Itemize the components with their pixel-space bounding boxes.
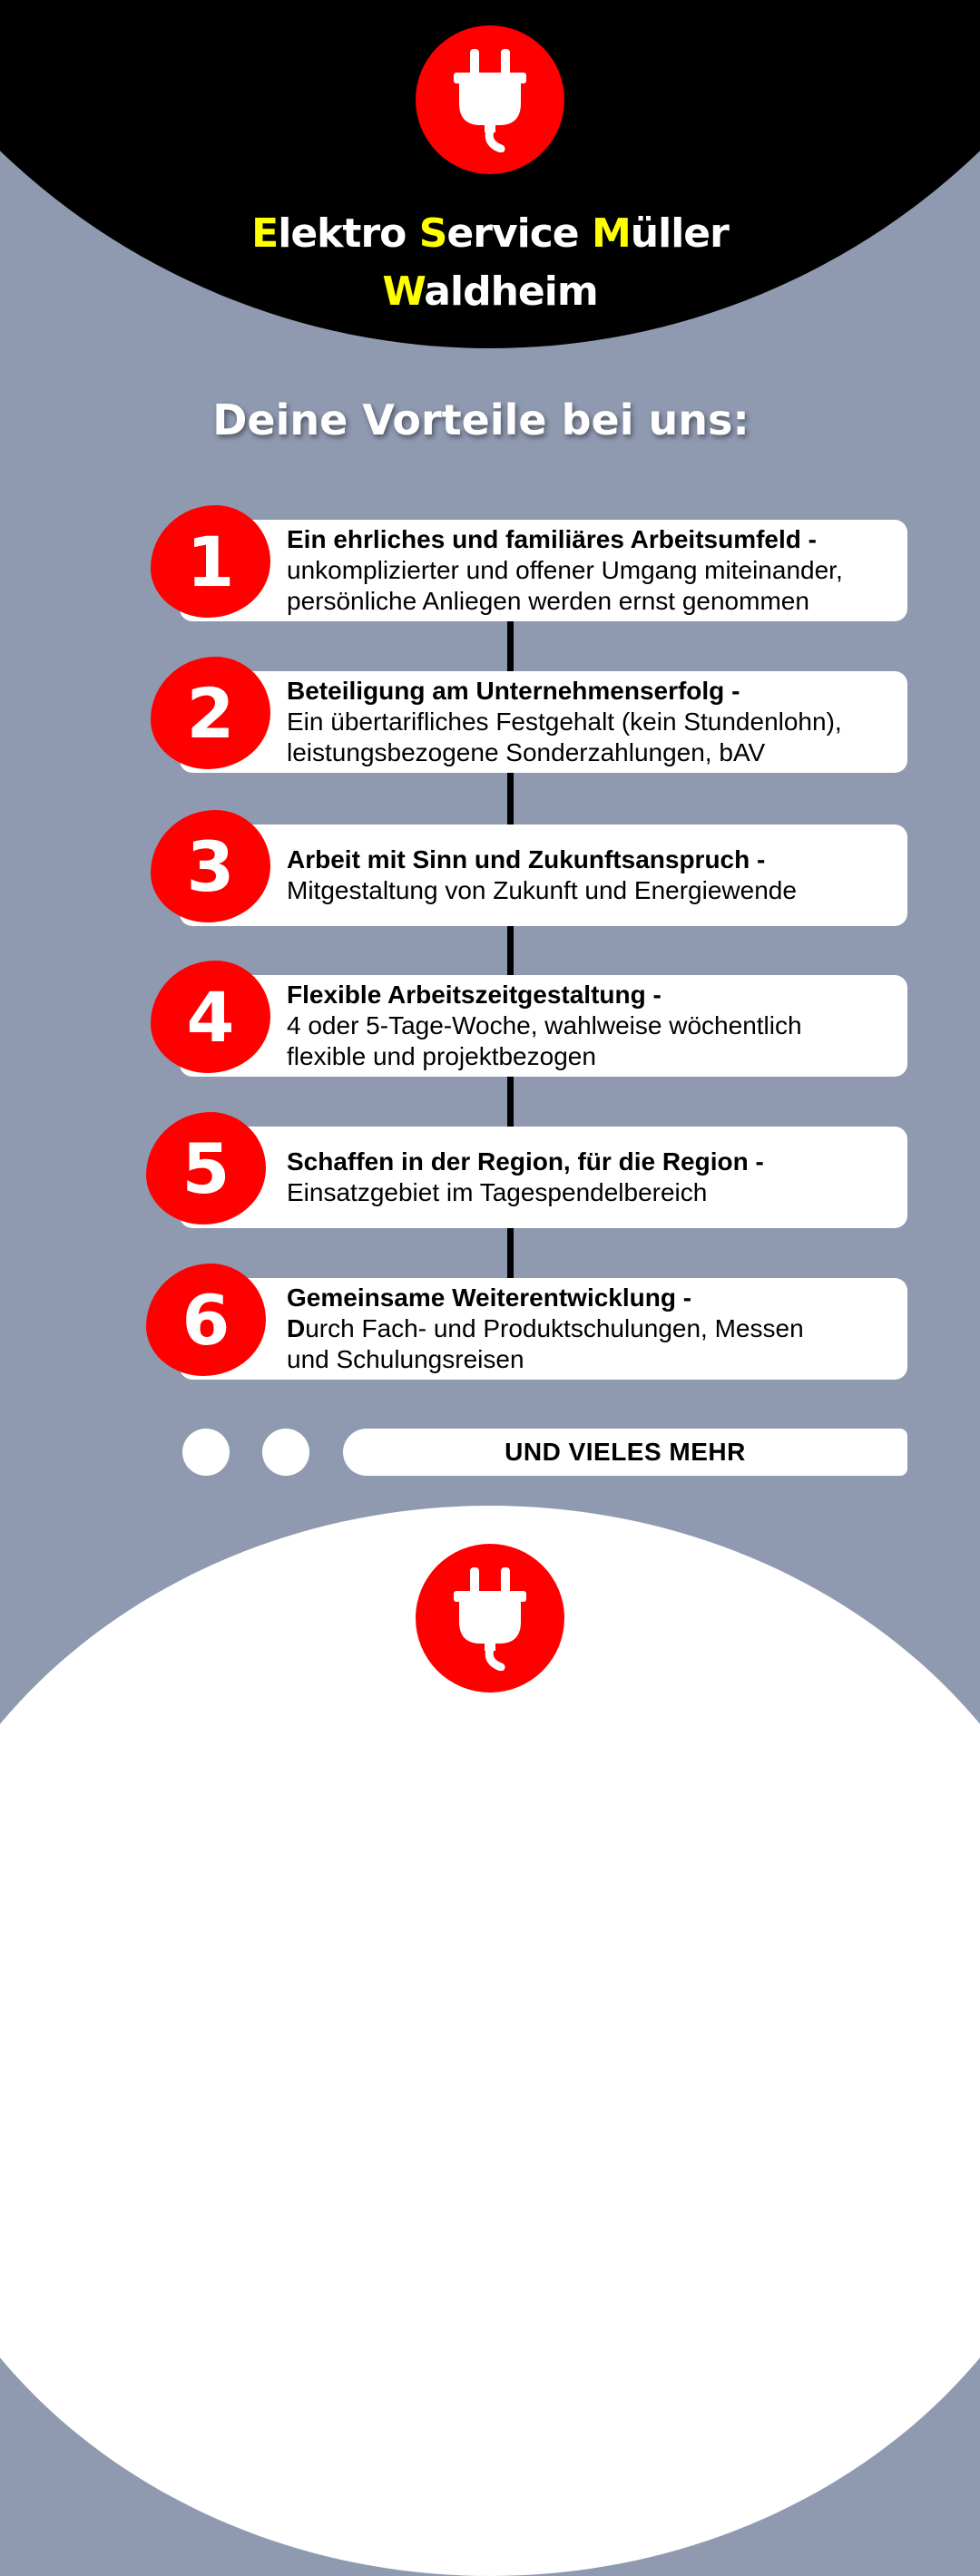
benefit-description-line: 4 oder 5-Tage-Woche, wahlweise wöchentlich: [287, 1011, 802, 1039]
benefit-title: Gemeinsame Weiterentwicklung -: [287, 1283, 692, 1312]
benefit-text: [287, 676, 900, 768]
benefit-text: [287, 980, 900, 1072]
benefit-number-badge: 1: [151, 505, 270, 618]
plug-icon: [416, 1544, 564, 1693]
benefit-description-line: persönliche Anliegen werden ernst genommen: [287, 587, 809, 615]
brand-initial: M: [591, 210, 631, 257]
benefit-number-badge: 3: [151, 810, 270, 922]
benefit-description-line: flexible und projektbezogen: [287, 1042, 596, 1070]
brand-name-line-2: [0, 263, 980, 321]
benefit-title: Beteiligung am Unternehmenserfolg -: [287, 677, 740, 705]
benefit-description-line: und Schulungsreisen: [287, 1345, 524, 1373]
benefit-text: [287, 844, 900, 906]
benefit-description-line: Einsatzgebiet im Tagespendelbereich: [287, 1178, 708, 1206]
brand-word-rest: üller: [630, 210, 729, 257]
benefit-description-line: Ein übertarifliches Festgehalt (kein Stundenlohn),: [287, 707, 842, 736]
benefit-card: [180, 1278, 907, 1380]
benefit-description-line: Durch Fach- und Produktschulungen, Messen: [287, 1314, 804, 1342]
benefit-card: [180, 520, 907, 621]
benefit-title: Flexible Arbeitszeitgestaltung -: [287, 981, 662, 1009]
benefit-number-badge: 4: [151, 961, 270, 1073]
benefit-number-badge: 5: [146, 1112, 266, 1225]
benefit-description-line: Mitgestaltung von Zukunft und Energiewende: [287, 876, 797, 904]
brand-initial: S: [418, 210, 447, 257]
decor-dot: [262, 1429, 309, 1476]
benefit-card: [180, 1127, 907, 1228]
plug-icon: [416, 25, 564, 174]
benefits-heading: Deine Vorteile bei uns:: [212, 395, 750, 444]
benefit-title: Arbeit mit Sinn und Zukunftsanspruch -: [287, 845, 766, 873]
benefit-text: [287, 1283, 900, 1375]
brand-word-rest: ervice: [446, 210, 579, 257]
benefit-number-badge: 2: [151, 657, 270, 769]
brand-name-line-1: [0, 205, 980, 263]
benefit-number-badge: 6: [146, 1264, 266, 1376]
benefit-title: Schaffen in der Region, für die Region -: [287, 1147, 764, 1176]
benefit-title: Ein ehrliches und familiäres Arbeitsumfeld -: [287, 525, 817, 553]
benefit-card: [180, 671, 907, 773]
brand-initial: W: [382, 268, 425, 315]
decor-dot: [182, 1429, 230, 1476]
benefit-card: [180, 975, 907, 1077]
benefit-card: [180, 825, 907, 926]
benefit-description-line: leistungsbezogene Sonderzahlungen, bAV: [287, 738, 766, 766]
brand-word-rest: lektro: [278, 210, 407, 257]
benefit-text: [287, 1147, 900, 1208]
brand-initial: E: [251, 210, 279, 257]
brand-word-rest: aldheim: [424, 268, 598, 315]
benefit-text: [287, 524, 900, 617]
more-benefits-label: UND VIELES MEHR: [343, 1429, 907, 1476]
benefit-description-line: unkomplizierter und offener Umgang miteinander,: [287, 556, 843, 584]
